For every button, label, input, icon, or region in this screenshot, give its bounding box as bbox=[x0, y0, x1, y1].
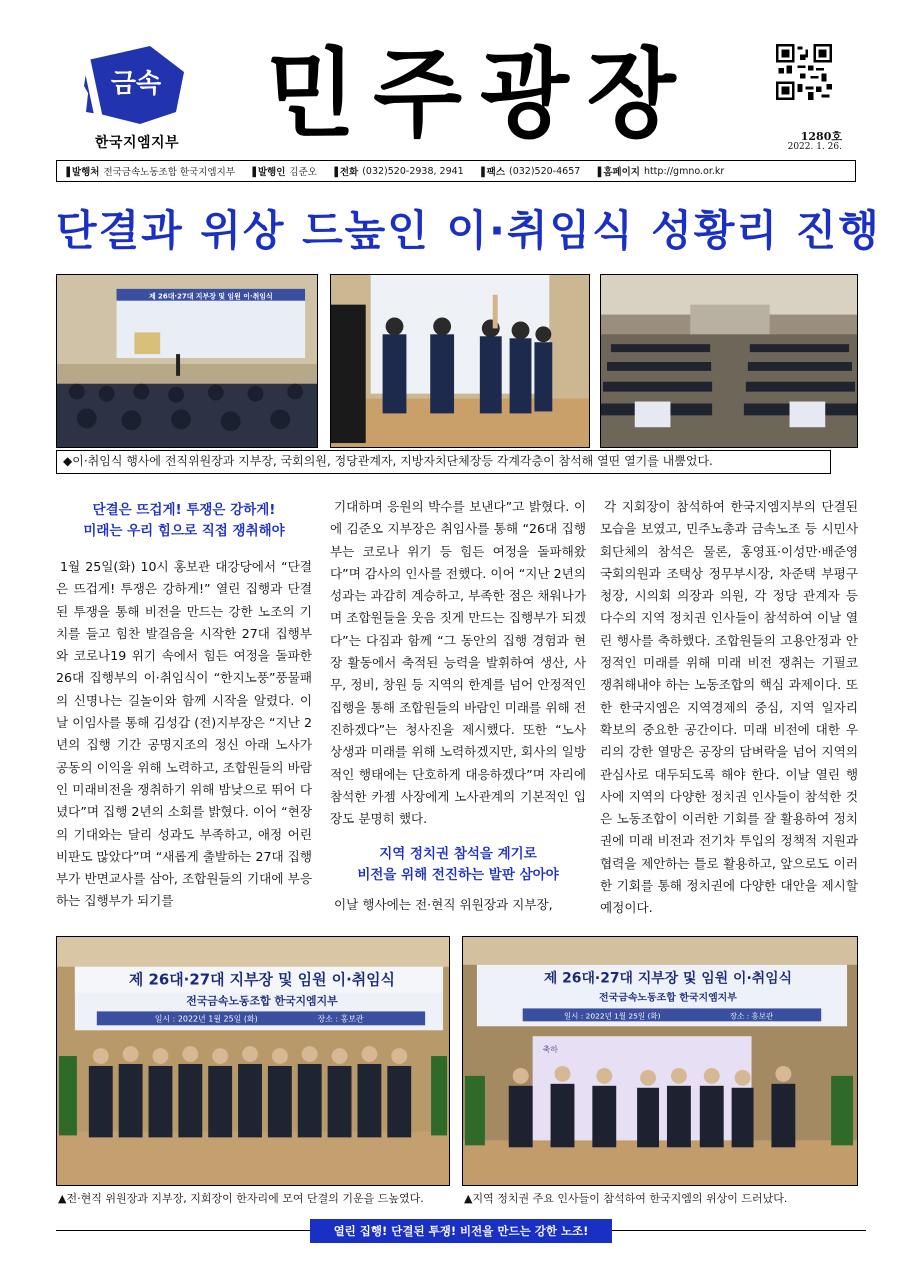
top-photos-caption: ◆이·취임식 행사에 전직위원장과 지부장, 국회의원, 정당관계자, 지방자치단체장등 각계각층이 참석해 열띤 열기를 내뿜었다. bbox=[56, 450, 831, 474]
top-photo-raised-hands bbox=[330, 274, 590, 448]
subhead-2-line-1: 지역 정치권 참석을 계기로 bbox=[379, 846, 537, 863]
column-1-text: 1월 25일(화) 10시 홍보관 대강당에서 “단결은 뜨겁게! 투쟁은 강하게!” 열린 집행과 단결된 투쟁을 통해 비전을 만드는 강한 노조의 기치를 들고 힘찬 발걸음을 시작한 27대 집행부와 코로나19 위기 속에서 힘든 여정을 돌파한 26대 집행부의 이·취임식이 “한지노풍”풍물패의 신명나는 길놀이와 함께 시작을 알렸다. 이날 이임사를 통해 김성갑 (전)지부장은 “지난 2년의 집행 기간 공명지조의 정신 아래 노사가 공동의 이익을 위해 노력하고, 조합원들의 바람인 미래비전을 쟁취하기 위해 밤낮으로 뛰어 다녔다”며 집행 2년의 소회를 밝혔다. 이어 “현장의 기대와는 달리 성과도 부족하고, 애정 어린 비판도 많았다”며 “새롭게 출발하는 27대 집행부가 반면교사를 삼아, 조합원들의 기대에 부응하는 집행부가 되기를 bbox=[56, 559, 312, 909]
bottom-photo-group-left bbox=[56, 936, 450, 1186]
left-banner-title: 제 26대·27대 지부장 및 임원 이·취임식 bbox=[128, 970, 395, 989]
homepage-link[interactable]: http://gmno.or.kr bbox=[643, 165, 725, 177]
top-photo-stage bbox=[56, 274, 318, 448]
phone-info bbox=[331, 164, 464, 178]
article-column-3 bbox=[600, 496, 858, 920]
left-banner-place: 장소 : 홍보관 bbox=[317, 1014, 364, 1024]
fax-info bbox=[478, 164, 581, 178]
footer-slogan: 열린 집행! 단결된 투쟁! 비전을 만드는 강한 노조! bbox=[310, 1219, 612, 1243]
homepage-label: ▐ 홈페이지 bbox=[594, 164, 640, 178]
editor-info bbox=[249, 164, 317, 178]
editor-value: 김준오 bbox=[289, 167, 317, 178]
column-2-text-b: 이날 행사에는 전·현직 위원장과 지부장, bbox=[334, 897, 553, 913]
subhead-1-line-1: 단결은 뜨겁게! 투쟁은 강하게! bbox=[92, 502, 276, 518]
issue-date: 2022. 1. 26. bbox=[787, 142, 842, 152]
phone-label: ▐ 전화 bbox=[331, 164, 358, 178]
screen-label: 축하 bbox=[542, 1045, 558, 1055]
issue-number: 1280호 bbox=[800, 130, 842, 143]
logo-text: 금속 bbox=[110, 69, 162, 99]
qr-code-icon[interactable] bbox=[776, 44, 832, 100]
phone-value: (032)520-2938, 2941 bbox=[362, 165, 464, 177]
bottom-right-caption: ▲지역 정치권 주요 인사들이 참석하여 한국지엠의 위상이 드러났다. bbox=[464, 1192, 788, 1205]
top-photo-audience bbox=[600, 274, 858, 448]
article-column-1 bbox=[56, 496, 312, 913]
right-banner-date: 일시 : 2022년 1월 25일 (화) bbox=[563, 1011, 661, 1021]
fax-value: (032)520-4657 bbox=[509, 165, 581, 177]
publisher-label: ▐ 발행처 bbox=[63, 164, 99, 178]
subhead-1-line-2: 미래는 우리 힘으로 직접 쟁취해야 bbox=[83, 523, 285, 539]
fax-label: ▐ 팩스 bbox=[478, 164, 505, 178]
column-2-text-a: 기대하며 응원의 박수를 보낸다”고 밝혔다. 이에 김준오 지부장은 취임사를 통해 “26대 집행부는 코로나 위기 등 힘든 여정을 돌파해왔다”며 감사의 인사를 전했다. 이어 “지난 2년의 성과는 과감히 계승하고, 부족한 점은 채워나가며 조합원들을 웃음 짓게 만드는 집행부가 되겠다”는 다짐과 함께 “그 동안의 집행 경험과 현장 활동에서 축적된 능력을 발휘하여 생산, 사무, 정비, 창원 등 지역의 한계를 넘어 안정적인 집행을 통해 조합원들의 바람인 미래를 위해 전진하겠다”는 청사진을 제시했다. 또한 “노사 상생과 미래를 위해 노력하겠지만, 회사의 일방적인 행태에는 단호하게 대응하겠다”며 자리에 참석한 카젬 사장에게 노사관계의 기본적인 입장도 분명히 했다. bbox=[330, 499, 586, 827]
left-banner-date: 일시 : 2022년 1월 25일 (화) bbox=[154, 1014, 258, 1024]
publication-info-bar bbox=[56, 160, 856, 182]
org-name: 한국지엠지부 bbox=[94, 135, 180, 151]
right-banner-title: 제 26대·27대 지부장 및 임원 이·취임식 bbox=[543, 970, 793, 987]
homepage-info[interactable] bbox=[594, 164, 724, 178]
right-banner-place: 장소 : 홍보관 bbox=[729, 1011, 774, 1021]
bottom-left-caption: ▲전·현직 위원장과 지부장, 지회장이 한자리에 모여 단결의 기운을 드높였다. bbox=[58, 1192, 424, 1205]
top-photo-banner-text: 제 26대·27대 지부장 및 임원 이·취임식 bbox=[148, 292, 273, 301]
masthead-title: 민주광장 bbox=[266, 38, 694, 151]
subhead-2-line-2: 비전을 위해 전진하는 발판 삼아야 bbox=[357, 867, 559, 884]
union-logo bbox=[80, 42, 190, 127]
article-column-2 bbox=[330, 496, 586, 917]
main-headline: 단결과 위상 드높인 이·취임식 성황리 진행 bbox=[56, 206, 881, 255]
publisher-value: 전국금속노동조합 한국지엠지부 bbox=[103, 167, 235, 178]
editor-label: ▐ 발행인 bbox=[249, 164, 285, 178]
left-banner-sub: 전국금속노동조합 한국지엠지부 bbox=[186, 994, 338, 1008]
publisher-info bbox=[63, 164, 235, 178]
right-banner-sub: 전국금속노동조합 한국지엠지부 bbox=[599, 992, 737, 1004]
bottom-photo-guests-right bbox=[462, 936, 858, 1186]
column-3-text: 각 지회장이 참석하여 한국지엠지부의 단결된 모습을 보였고, 민주노총과 금속노조 등 시민사회단체의 참석은 물론, 홍영표·이성만·배준영 국회의원과 조택상 정무부시장, 차준택 부평구청장, 시의회 의장과 의원, 각 정당 관계자 등 다수의 지역 정치권 인사들이 참석하여 이날 열린 행사를 축하했다. 조합원들의 고용안정과 안정적인 미래를 위해 미래 비전 쟁취는 기필코 쟁취해내야 하는 노동조합의 핵심 과제이다. 또한 한국지엠은 지역경제의 중심, 지역 일자리 확보의 중요한 공간이다. 미래 비전에 대한 우리의 강한 열망은 공장의 담벼락을 넘어 지역의 관심사로 대두되도록 해야 한다. 이날 열린 행사에 지역의 다양한 정치권 인사들이 참석한 것은 노동조합이 이러한 기회를 잘 활용하여 정치권에 미래 비전과 전기차 투입의 정책적 지원과 협력을 제안하는 틀로 활용하고, 앞으로도 이러한 기회를 통해 정치권에 다양한 대안을 제시할 예정이다. bbox=[600, 499, 858, 916]
